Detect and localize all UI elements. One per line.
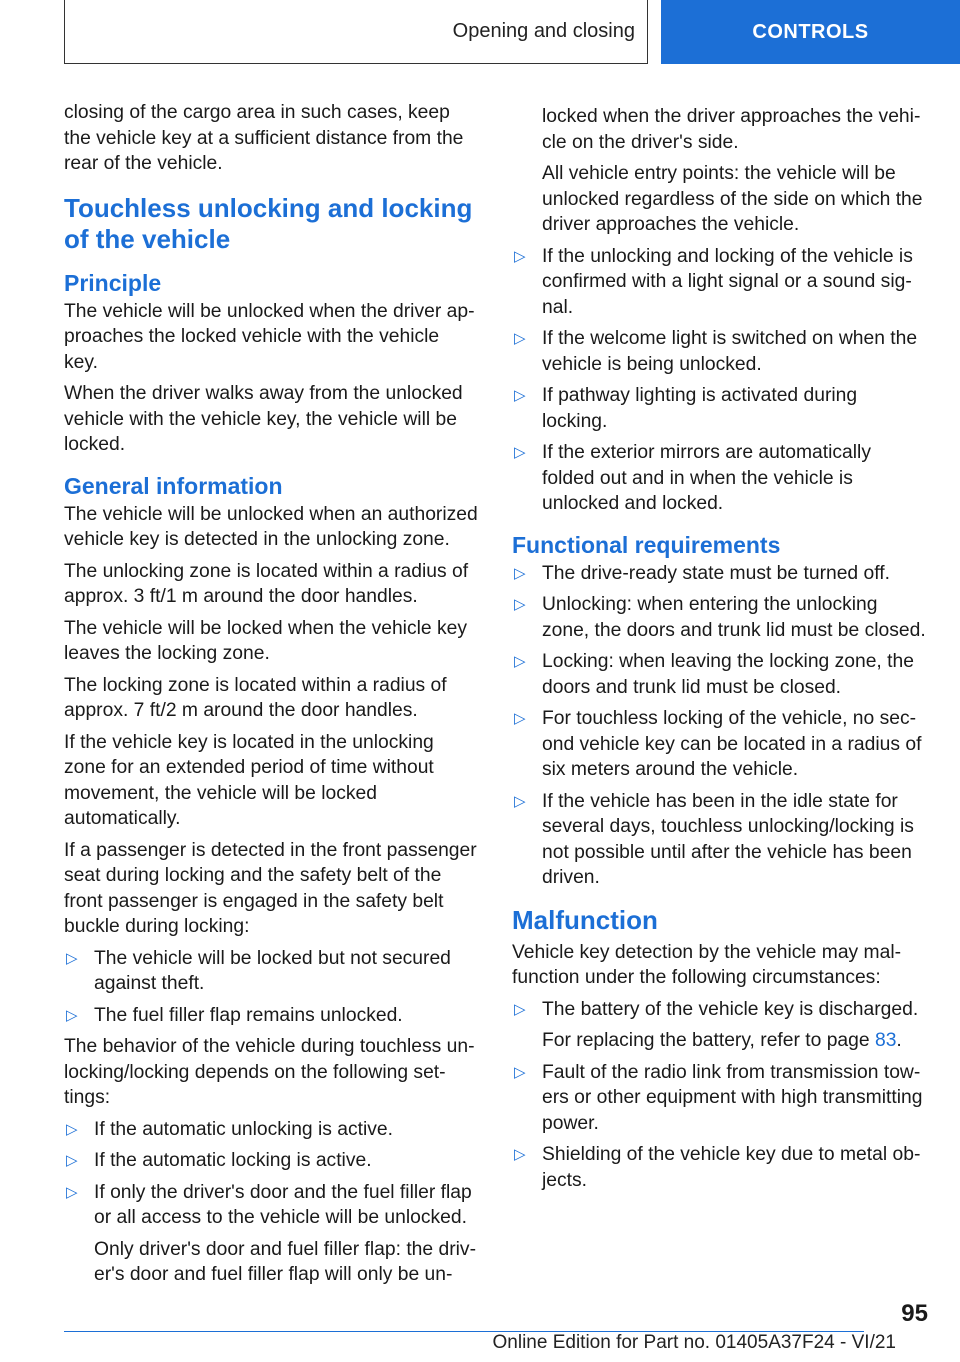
paragraph: The vehicle will be unlocked when the driver approaches the locked vehicle with the vehicle key. xyxy=(64,300,475,373)
section-heading: Touchless unlocking and locking of the vehicle xyxy=(64,192,473,254)
list-item: ▷ The drive-ready state must be turned off. xyxy=(512,561,926,587)
list-item: ▷ For touchless locking of the vehicle, no second vehicle key can be located in a radius of six meters around the vehicle. xyxy=(514,708,922,780)
paragraph: If a passenger is detected in the front passenger seat during locking and the safety belt of the front passenger is engaged in the safety belt buckle during locking: xyxy=(64,839,477,937)
list-item-sub: Only driver's door and fuel filler flap: the driver's door and fuel filler flap will only be un- xyxy=(94,1238,476,1285)
page-number: 95 xyxy=(901,1300,928,1327)
list-item: ▷ If the welcome light is switched on when the vehicle is being unlocked. xyxy=(514,328,918,375)
triangle-bullet-icon: ▷ xyxy=(514,387,526,404)
paragraph: When the driver walks away from the unlocked vehicle with the vehicle key, the vehicle will be locked. xyxy=(64,383,463,455)
list-item: ▷ Unlocking: when entering the unlocking zone, the doors and trunk lid must be closed. xyxy=(514,594,926,641)
list-item: ▷ If only the driver's door and the fuel filler flap or all access to the vehicle will be unlocked. Only driver's door and fuel filler flap: the driver's door and fuel filler flap will only be un- xyxy=(64,1180,478,1288)
triangle-bullet-icon: ▷ xyxy=(66,1152,78,1169)
triangle-bullet-icon: ▷ xyxy=(514,1000,526,1018)
bullet-list xyxy=(64,946,478,1029)
malfunction-heading: Malfunction xyxy=(512,904,658,935)
list-item: ▷ The battery of the vehicle key is discharged. For replacing the battery, refer to page 83. xyxy=(512,997,926,1054)
triangle-bullet-icon: ▷ xyxy=(514,564,526,582)
list-item: ▷ The fuel filler flap remains unlocked. xyxy=(64,1003,478,1029)
general-heading: General information xyxy=(64,472,283,499)
triangle-bullet-icon: ▷ xyxy=(514,710,526,727)
intro-paragraph: closing of the cargo area in such cases, keep the vehicle key at a sufficient distance from the rear of the vehicle. xyxy=(64,102,464,174)
triangle-bullet-icon: ▷ xyxy=(514,330,526,347)
paragraph: The unlocking zone is located within a radius of approx. 3 ft/1 m around the door handles. xyxy=(64,560,469,607)
list-item: ▷ If the unlocking and locking of the vehicle is confirmed with a light signal or a sound signal. xyxy=(514,245,913,318)
list-item: ▷ If the exterior mirrors are automatically folded out and in when the vehicle is unlocked and locked. xyxy=(514,442,871,514)
functional-requirements-heading: Functional requirements xyxy=(512,531,781,558)
chapter-tab[interactable]: CONTROLS xyxy=(661,0,960,64)
triangle-bullet-icon: ▷ xyxy=(514,596,526,613)
list-item-sub: For replacing the battery, refer to page 83. xyxy=(542,1030,902,1051)
paragraph: If the vehicle key is located in the unlocking zone for an extended period of time without movement, the vehicle will be locked automatically. xyxy=(64,731,434,829)
paragraph: The behavior of the vehicle during touchless unlocking/locking depends on the following settings: xyxy=(64,1036,475,1108)
triangle-bullet-icon: ▷ xyxy=(514,792,526,810)
triangle-bullet-icon: ▷ xyxy=(514,444,526,461)
paragraph: locked when the driver approaches the vehicle on the driver's side. xyxy=(542,106,921,153)
principle-heading: Principle xyxy=(64,269,162,296)
triangle-bullet-icon: ▷ xyxy=(514,1063,526,1081)
list-item: ▷ Shielding of the vehicle key due to metal objects. xyxy=(514,1144,921,1191)
list-item: ▷ The vehicle will be locked but not secured against theft. xyxy=(66,947,451,994)
bullet-list xyxy=(64,1117,478,1288)
triangle-bullet-icon: ▷ xyxy=(66,1120,78,1138)
list-item: ▷ Fault of the radio link from transmission towers or other equipment with high transmitting power. xyxy=(514,1061,923,1134)
paragraph: Vehicle key detection by the vehicle may malfunction under the following circumstances: xyxy=(512,941,902,988)
list-item: ▷ Locking: when leaving the locking zone, the doors and trunk lid must be closed. xyxy=(514,651,914,698)
list-item: ▷ If pathway lighting is activated during locking. xyxy=(514,385,858,432)
bullet-list xyxy=(512,561,926,891)
footer-edition: Online Edition for Part no. 01405A37F24 - VI/21 xyxy=(492,1332,896,1353)
bullet-list xyxy=(512,997,926,1194)
list-item: ▷ If the automatic unlocking is active. xyxy=(64,1117,478,1143)
list-item: ▷ If the automatic locking is active. xyxy=(64,1148,478,1174)
paragraph: The vehicle will be unlocked when an authorized vehicle key is detected in the unlocking zone. xyxy=(64,503,478,550)
triangle-bullet-icon: ▷ xyxy=(514,1146,526,1163)
page-header xyxy=(0,0,960,66)
list-item: ▷ If the vehicle has been in the idle state for several days, touchless unlocking/locking is not possible until after the vehicle has been driven. xyxy=(514,790,914,888)
paragraph: All vehicle entry points: the vehicle will be unlocked regardless of the side on which the driver approaches the vehicle. xyxy=(542,163,923,235)
section-title: Opening and closing xyxy=(64,0,648,64)
triangle-bullet-icon: ▷ xyxy=(66,1006,78,1024)
triangle-bullet-icon: ▷ xyxy=(514,247,526,265)
paragraph: The locking zone is located within a radius of approx. 7 ft/2 m around the door handles. xyxy=(64,674,447,721)
bullet-list xyxy=(512,244,926,517)
triangle-bullet-icon: ▷ xyxy=(66,1183,78,1201)
page-link[interactable]: 83 xyxy=(874,1030,897,1051)
right-column xyxy=(512,104,926,1199)
triangle-bullet-icon: ▷ xyxy=(514,653,526,670)
paragraph: The vehicle will be locked when the vehicle key leaves the locking zone. xyxy=(64,617,467,664)
triangle-bullet-icon: ▷ xyxy=(66,949,78,967)
left-column xyxy=(64,100,478,1294)
